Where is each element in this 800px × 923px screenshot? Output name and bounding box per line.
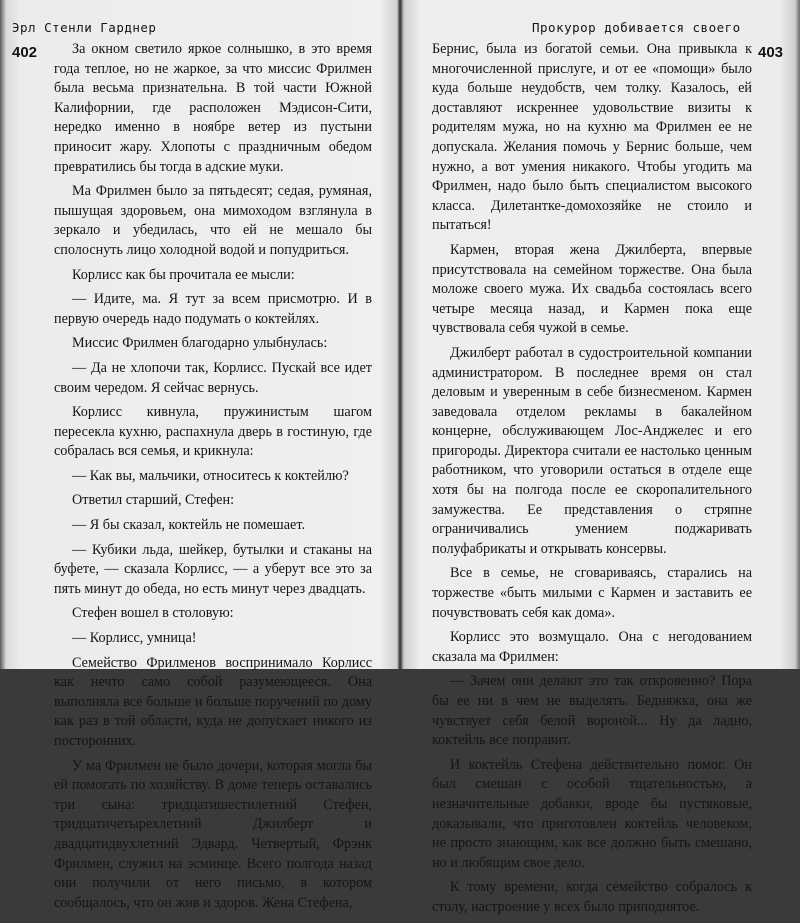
paragraph: Семейство Фрилменов воспринимало Корлисс как нечто само собой разумеющееся. Она выполняла все больше и больше поручений по дому как раз в той области, куда не допускает никого из посторонних. xyxy=(54,654,372,749)
paragraph: Ответил старший, Стефен: xyxy=(72,492,235,509)
paragraph: Корлисс как бы прочитала ее мысли: xyxy=(72,266,295,283)
page-number: 402 xyxy=(12,44,38,61)
paragraph: У ма Фрилмен не было дочери, которая могла бы ей помогать по хозяйству. В доме теперь оставались три сына: тридцатишестилетний Стефен, тридцатичетырехлетний Джилберт и двадцатидвухлетний Эдвард. Четвертый, Фрэнк Фрилмен, служил на эсминце. Всего полгода назад они получили от него письмо, в котором сообщалось, что он жив и здоров. Жена Стефена, xyxy=(54,757,372,911)
paragraph: Корлисс кивнула, пружинистым шагом пересекла кухню, распахнула дверь в гостиную, где собралась вся семья, и крикнула: xyxy=(54,404,372,460)
paragraph: — Я бы сказал, коктейль не помешает. xyxy=(72,517,305,534)
paragraph: Бернис, была из богатой семьи. Она привыкла к многочисленной прислуге, и от ее «помощи» было куда больше неудобств, чем толку. Казалось, ей доставляют искреннее удовольствие визиты к родителям мужа, но на кухню ма Фрилмен ее не допускала. Желания помочь у Бернис больше, чем нужно, а вот умения никакого. Чтобы угодить ма Фрилмен, надо было быть специалистом высокого класса. Дилетантке-домохозяйке не стоило и пытаться! xyxy=(432,41,752,234)
page-text xyxy=(54,40,372,918)
paragraph: — Да не хлопочи так, Корлисс. Пускай все идет своим чередом. Я сейчас вернусь. xyxy=(54,359,372,396)
paragraph: — Зачем они делают это так откровенно? Пора бы ее ни в чем не выделять. Бедняжка, она же чувствует себя белой вороной... Ну да ладно, коктейль все поправит. xyxy=(432,673,752,749)
paragraph: Миссис Фрилмен благодарно улыбнулась: xyxy=(72,335,328,352)
paragraph: Кармен, вторая жена Джилберта, впервые присутствовала на семейном торжестве. Она была моложе своего мужа. Их свадьба состоялась всего четыре месяца назад, и Кармен пока еще чувствовала себя чужой в семье. xyxy=(432,241,752,337)
paragraph: Ма Фрилмен было за пятьдесят; седая, румяная, пышущая здоровьем, она мимоходом взглянула в зеркало и убедилась, что ей не мешало бы сполоснуть лицо холодной водой и попудриться. xyxy=(54,183,372,258)
left-page xyxy=(0,0,398,911)
page-text xyxy=(432,40,752,923)
paragraph: Джилберт работал в судостроительной компании администратором. В последнее время он стал деловым и уверенным в себе бизнесменом. Кармен заведовала отделом рекламы в бакалейном концерне, обслуживающем Лос-Анджелес и его пригороды. Директора считали ее настолько ценным работником, что уговорили остаться в отделе еще хотя бы на полгода после ее скоропалительного замужества. Ее представления о стряпне ограничивались умением поджаривать полуфабрикаты и открывать консервы. xyxy=(432,344,752,557)
paragraph: За окном светило яркое солнышко, в это время года теплое, но не жаркое, за что миссис Фрилмен была весьма признательна. В той части Южной Калифорнии, где расположен Мэдисон-Сити, нередко именно в ноябре ветер из пустыни приносит жару. Хлопоты с праздничным обедом превратились бы тогда в адские муки. xyxy=(54,41,372,175)
paragraph: К тому времени, когда семейство собралось к столу, настроение у всех было приподнятое. xyxy=(432,879,752,915)
running-head-author: Эрл Стенли Гарднер xyxy=(12,20,157,35)
right-page xyxy=(402,0,800,915)
paragraph: Стефен вошел в столовую: xyxy=(72,605,234,622)
paragraph: — Идите, ма. Я тут за всем присмотрю. И в первую очередь надо подумать о коктейлях. xyxy=(54,291,372,327)
paragraph: — Корлисс, умница! xyxy=(72,630,197,647)
running-head-title: Прокурор добивается своего xyxy=(532,20,741,35)
paragraph: — Кубики льда, шейкер, бутылки и стаканы на буфете, — сказала Корлисс, — а уберут все это за пять минут до обеда, но есть минут через двадцать. xyxy=(54,541,372,597)
page-number: 403 xyxy=(758,44,784,61)
paragraph: Корлисс это возмущало. Она с негодованием сказала ма Фрилмен: xyxy=(432,629,752,665)
paragraph: И коктейль Стефена действительно помог. Он был смешан с особой тщательностью, а незначительные добавки, вроде бы пустяковые, доказывали, что приготовлен коктейль человеком, не просто знающим, как все должно быть смешано, но и любящим свое дело. xyxy=(432,756,752,871)
paragraph: Все в семье, не сговариваясь, старались на торжестве «быть милыми с Кармен и заставить ее почувствовать себя как дома». xyxy=(432,565,752,621)
paragraph: — Как вы, мальчики, относитесь к коктейлю? xyxy=(72,467,349,484)
